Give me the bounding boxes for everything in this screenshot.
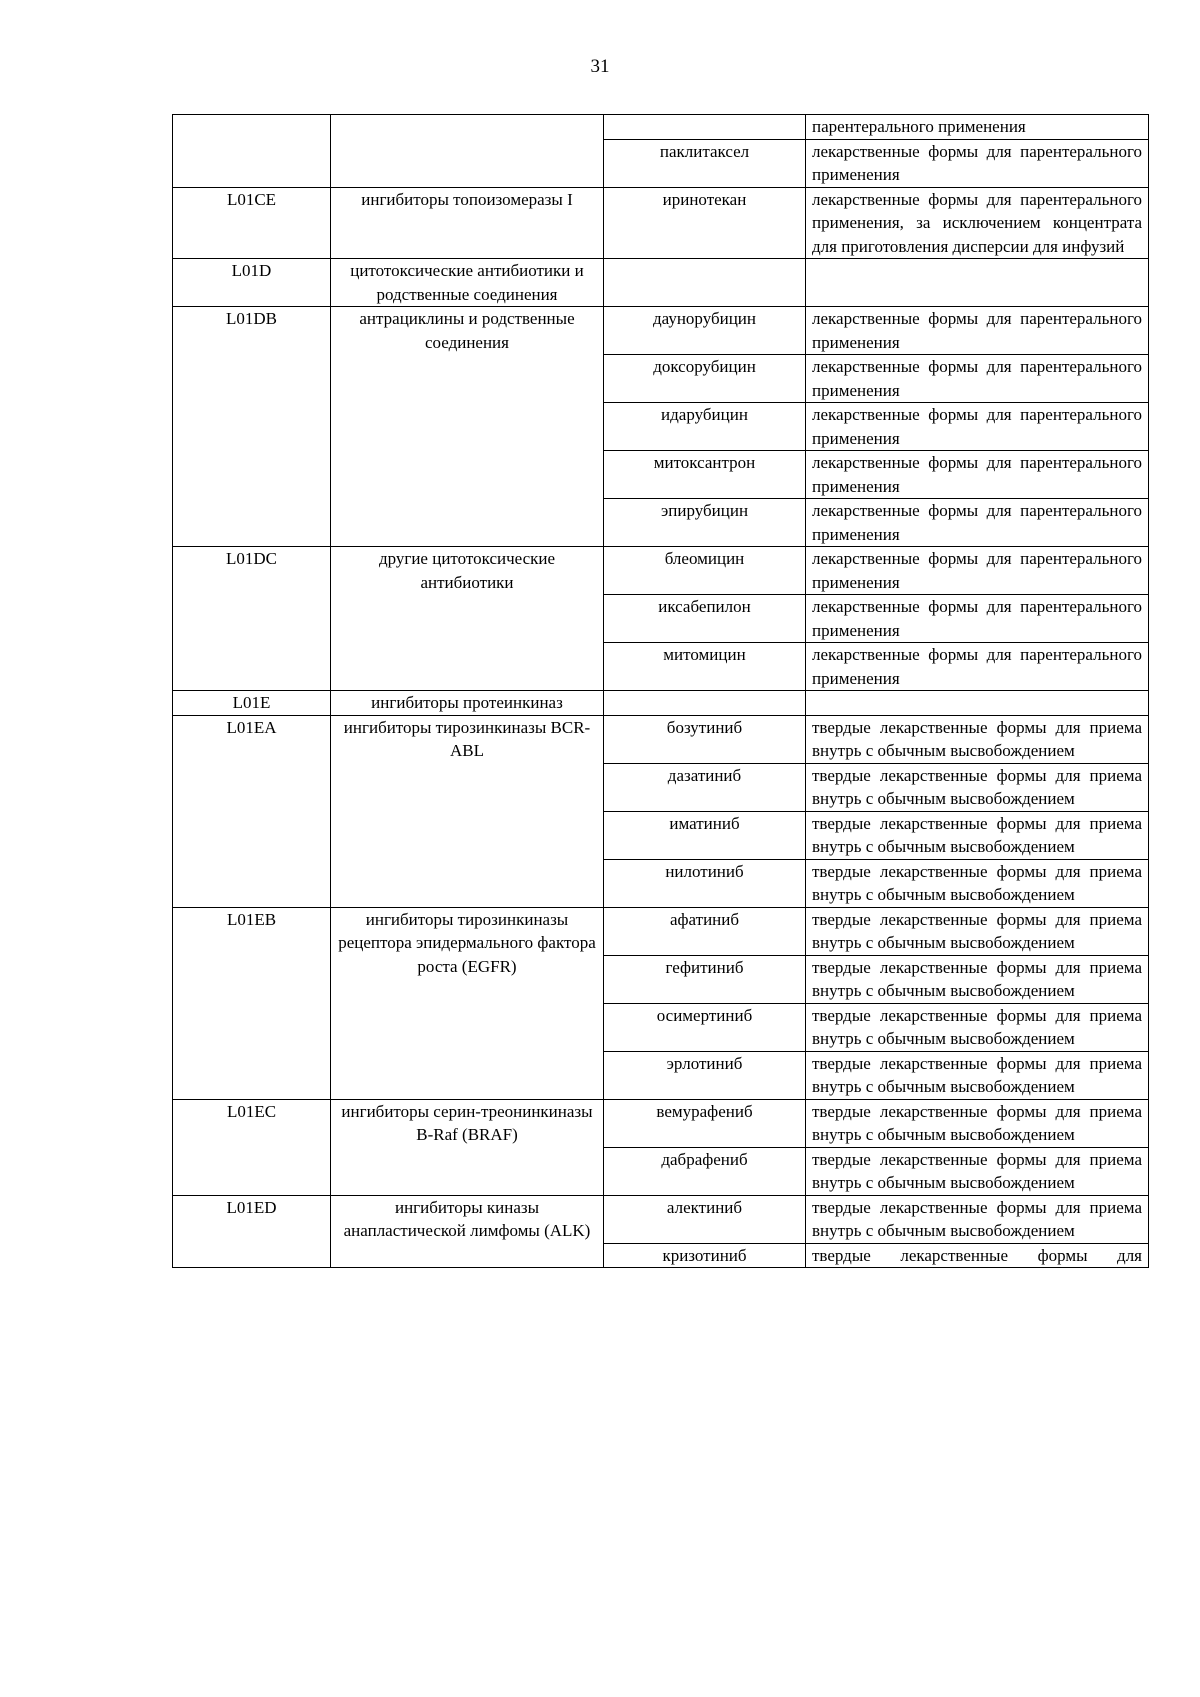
dosage-form-cell: лекарственные формы для парентерального применения, за исключением концентрата для приготовления дисперсии для инфузий <box>806 187 1149 259</box>
table-row <box>173 187 1149 259</box>
drug-name-cell: нилотиниб <box>604 859 806 907</box>
drug-name-cell: иринотекан <box>604 187 806 259</box>
dosage-form-cell: лекарственные формы для парентерального применения <box>806 499 1149 547</box>
group-cell: ингибиторы тирозинкиназы BCR-ABL <box>331 715 604 907</box>
dosage-form-cell: твердые лекарственные формы для приема внутрь с обычным высвобождением <box>806 907 1149 955</box>
table-row <box>173 307 1149 355</box>
atc-code-cell: L01CE <box>173 187 331 259</box>
table-row <box>173 115 1149 140</box>
group-cell: цитотоксические антибиотики и родственные соединения <box>331 259 604 307</box>
atc-code-cell: L01EB <box>173 907 331 1099</box>
group-cell: ингибиторы киназы анапластической лимфомы (ALK) <box>331 1195 604 1268</box>
dosage-form-cell: твердые лекарственные формы для <box>806 1243 1149 1268</box>
medication-table <box>172 114 1149 1268</box>
dosage-form-cell: лекарственные формы для парентерального применения <box>806 307 1149 355</box>
drug-name-cell: дазатиниб <box>604 763 806 811</box>
drug-name-cell <box>604 691 806 716</box>
group-cell <box>331 115 604 188</box>
drug-name-cell: эрлотиниб <box>604 1051 806 1099</box>
drug-name-cell: бозутиниб <box>604 715 806 763</box>
atc-code-cell: L01DC <box>173 547 331 691</box>
page-number: 31 <box>590 56 610 77</box>
group-cell: ингибиторы топоизомеразы I <box>331 187 604 259</box>
drug-name-cell: идарубицин <box>604 403 806 451</box>
drug-name-cell: осимертиниб <box>604 1003 806 1051</box>
atc-code-cell: L01D <box>173 259 331 307</box>
group-cell: другие цитотоксические антибиотики <box>331 547 604 691</box>
dosage-form-cell: лекарственные формы для парентерального применения <box>806 139 1149 187</box>
dosage-form-cell: твердые лекарственные формы для приема внутрь с обычным высвобождением <box>806 811 1149 859</box>
drug-name-cell: митомицин <box>604 643 806 691</box>
drug-name-cell: гефитиниб <box>604 955 806 1003</box>
drug-name-cell: доксорубицин <box>604 355 806 403</box>
dosage-form-cell <box>806 259 1149 307</box>
drug-name-cell: иматиниб <box>604 811 806 859</box>
drug-name-cell: дабрафениб <box>604 1147 806 1195</box>
dosage-form-cell: твердые лекарственные формы для приема внутрь с обычным высвобождением <box>806 715 1149 763</box>
atc-code-cell: L01EA <box>173 715 331 907</box>
drug-name-cell <box>604 115 806 140</box>
dosage-form-cell: лекарственные формы для парентерального применения <box>806 355 1149 403</box>
drug-name-cell: вемурафениб <box>604 1099 806 1147</box>
drug-name-cell: блеомицин <box>604 547 806 595</box>
dosage-form-cell: твердые лекарственные формы для приема внутрь с обычным высвобождением <box>806 763 1149 811</box>
dosage-form-cell: лекарственные формы для парентерального применения <box>806 547 1149 595</box>
dosage-form-cell: лекарственные формы для парентерального применения <box>806 595 1149 643</box>
atc-code-cell: L01EC <box>173 1099 331 1195</box>
dosage-form-cell <box>806 691 1149 716</box>
drug-name-cell <box>604 259 806 307</box>
drug-name-cell: алектиниб <box>604 1195 806 1243</box>
drug-name-cell: паклитаксел <box>604 139 806 187</box>
atc-code-cell: L01ED <box>173 1195 331 1268</box>
table-row <box>173 1195 1149 1243</box>
drug-name-cell: митоксантрон <box>604 451 806 499</box>
dosage-form-cell: твердые лекарственные формы для приема внутрь с обычным высвобождением <box>806 955 1149 1003</box>
group-cell: антрациклины и родственные соединения <box>331 307 604 547</box>
dosage-form-cell: твердые лекарственные формы для приема внутрь с обычным высвобождением <box>806 1051 1149 1099</box>
drug-name-cell: афатиниб <box>604 907 806 955</box>
table-row <box>173 907 1149 955</box>
table-row <box>173 1099 1149 1147</box>
drug-name-cell: кризотиниб <box>604 1243 806 1268</box>
dosage-form-cell: твердые лекарственные формы для приема внутрь с обычным высвобождением <box>806 1147 1149 1195</box>
group-cell: ингибиторы протеинкиназ <box>331 691 604 716</box>
dosage-form-cell: лекарственные формы для парентерального применения <box>806 451 1149 499</box>
atc-code-cell: L01E <box>173 691 331 716</box>
dosage-form-cell: твердые лекарственные формы для приема внутрь с обычным высвобождением <box>806 1003 1149 1051</box>
dosage-form-cell: лекарственные формы для парентерального применения <box>806 403 1149 451</box>
group-cell: ингибиторы тирозинкиназы рецептора эпидермального фактора роста (EGFR) <box>331 907 604 1099</box>
table-row <box>173 547 1149 595</box>
table-row <box>173 259 1149 307</box>
dosage-form-cell: твердые лекарственные формы для приема внутрь с обычным высвобождением <box>806 859 1149 907</box>
drug-name-cell: эпирубицин <box>604 499 806 547</box>
group-cell: ингибиторы серин-треонинкиназы B-Raf (BRAF) <box>331 1099 604 1195</box>
dosage-form-cell: твердые лекарственные формы для приема внутрь с обычным высвобождением <box>806 1195 1149 1243</box>
drug-name-cell: иксабепилон <box>604 595 806 643</box>
dosage-form-cell: лекарственные формы для парентерального применения <box>806 643 1149 691</box>
dosage-form-cell: твердые лекарственные формы для приема внутрь с обычным высвобождением <box>806 1099 1149 1147</box>
atc-code-cell <box>173 115 331 188</box>
dosage-form-cell: парентерального применения <box>806 115 1149 140</box>
drug-name-cell: даунорубицин <box>604 307 806 355</box>
atc-code-cell: L01DB <box>173 307 331 547</box>
table-row <box>173 691 1149 716</box>
table-row <box>173 715 1149 763</box>
